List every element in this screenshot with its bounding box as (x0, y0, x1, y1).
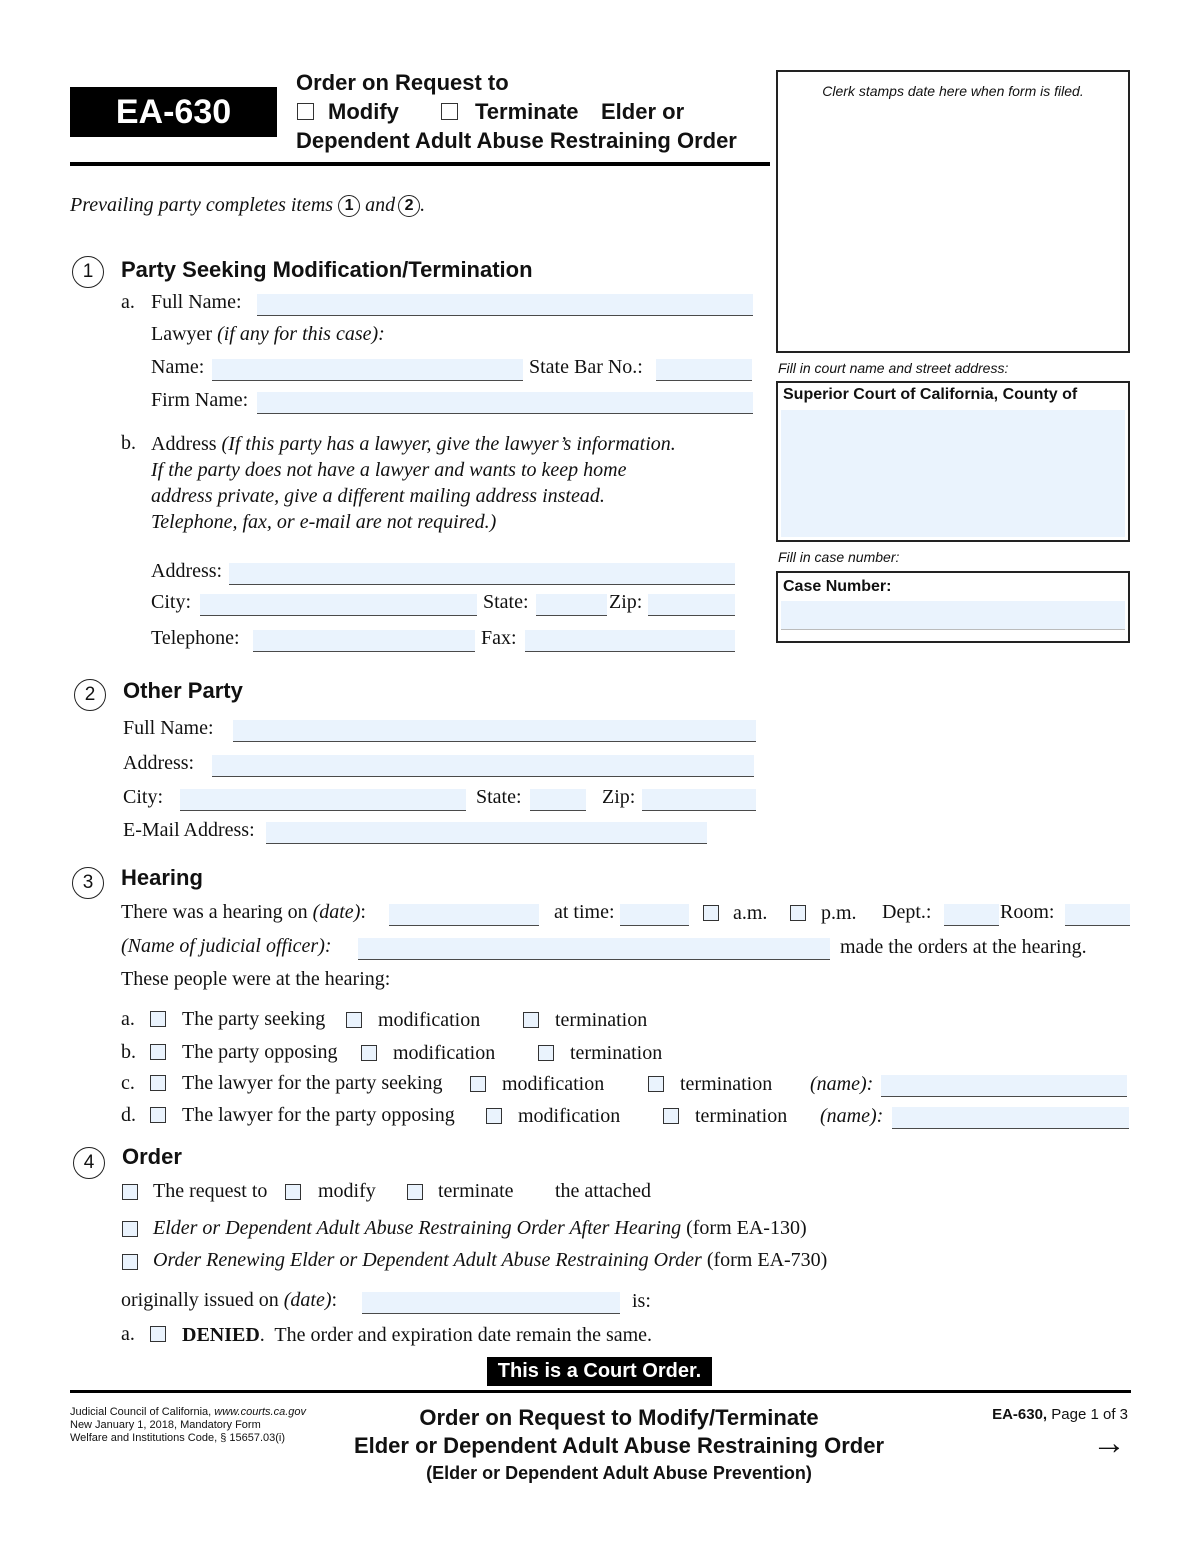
s4-date-hint: (date) (283, 1289, 332, 1311)
s3-officer-label: (Name of judicial officer): (121, 935, 332, 957)
s3-row-d-mod-label: modification (518, 1105, 621, 1127)
s3-row-c-mod-label: modification (502, 1073, 605, 1095)
case-number-box (776, 571, 1130, 643)
s3-officer-field[interactable] (358, 938, 830, 960)
s2-state-label: State: (476, 786, 522, 808)
s1-address-instructions (151, 431, 676, 535)
s3-row-a-checkbox[interactable] (150, 1011, 166, 1027)
s3-row-d-name-field[interactable] (892, 1107, 1129, 1129)
s4-opt1-checkbox[interactable] (122, 1221, 138, 1237)
s3-row-d-mod-checkbox[interactable] (486, 1108, 502, 1124)
s1-telephone-field[interactable] (253, 630, 475, 652)
s1-address-label: Address: (151, 560, 223, 582)
s3-am-label: a.m. (733, 902, 768, 924)
s4-issued-on-label (121, 1289, 337, 1312)
footer-left (70, 1406, 306, 1445)
title-modify-checkbox[interactable] (297, 103, 314, 120)
clerk-stamp-box (776, 70, 1130, 353)
s4-opt2-form: (form EA-730) (706, 1249, 828, 1271)
footer-website[interactable]: www.courts.ca.gov (214, 1406, 306, 1418)
s4-denied-word: DENIED (182, 1324, 260, 1346)
s1-full-name-field[interactable] (257, 294, 753, 316)
s3-row-d-term-checkbox[interactable] (663, 1108, 679, 1124)
s1-firm-name-field[interactable] (257, 392, 753, 414)
s3-row-a-term-checkbox[interactable] (523, 1012, 539, 1028)
intro-period: . (420, 194, 426, 216)
next-page-arrow-icon[interactable]: → (1092, 1424, 1126, 1462)
s3-row-c-mod-checkbox[interactable] (470, 1076, 486, 1092)
s1-lawyer-hint: (if any for this case): (217, 323, 385, 345)
s1-state-field[interactable] (536, 594, 607, 616)
s4-request-checkbox[interactable] (122, 1184, 138, 1200)
title-line-2-tail: Elder or (601, 99, 685, 124)
s3-hearing-on-label (121, 901, 366, 924)
s2-address-label: Address: (123, 752, 195, 774)
s4-denied-text: . The order and expiration date remain the same. (259, 1324, 653, 1346)
title-line-2 (296, 97, 737, 126)
s3-row-a-mod-checkbox[interactable] (346, 1012, 362, 1028)
s4-opt1-title: Elder or Dependent Adult Abuse Restraining Order After Hearing (153, 1217, 682, 1239)
footer-code: Welfare and Institutions Code, § 15657.03(i) (70, 1432, 286, 1444)
section-2-number: 2 (74, 679, 106, 711)
s2-city-label: City: (123, 786, 164, 808)
s1-lawyer-word: Lawyer (151, 323, 213, 345)
footer-form-ref: EA-630, (992, 1406, 1048, 1423)
court-order-text: This is a Court Order. (497, 1360, 702, 1382)
s4-opt2-checkbox[interactable] (122, 1254, 138, 1270)
footer-page-number: Page 1 of 3 (1051, 1406, 1128, 1423)
s2-zip-label: Zip: (602, 786, 636, 808)
s3-at-time-label: at time: (554, 901, 615, 923)
section-3-number: 3 (72, 867, 104, 899)
s4-issued-on-text: originally issued on (121, 1289, 279, 1311)
court-name-box (776, 381, 1130, 542)
s4-modify-label: modify (318, 1180, 376, 1202)
court-order-banner (487, 1357, 712, 1386)
footer-title-2: Elder or Dependent Adult Abuse Restraining Order (353, 1433, 885, 1458)
s1-addr-hint-3: address private, give a different mailing address instead. (151, 485, 605, 507)
court-name-label: Superior Court of California, County of (783, 386, 1078, 403)
s1-state-bar-label: State Bar No.: (529, 356, 643, 378)
s1-telephone-label: Telephone: (151, 627, 240, 649)
clerk-stamp-label: Clerk stamps date here when form is filed. (822, 83, 1084, 99)
s4-opt2-title: Order Renewing Elder or Dependent Adult Abuse Restraining Order (153, 1249, 702, 1271)
footer-title-3: (Elder or Dependent Adult Abuse Prevention) (426, 1463, 812, 1483)
section-2-title: Other Party (123, 678, 243, 703)
footer-title-1: Order on Request to Modify/Terminate (419, 1405, 819, 1430)
s4-issued-date-field[interactable] (362, 1292, 620, 1314)
s3-hearing-date-field[interactable] (389, 904, 539, 926)
s3-made-orders: made the orders at the hearing. (840, 936, 1087, 958)
s3-time-field[interactable] (620, 904, 689, 926)
s4-modify-checkbox[interactable] (285, 1184, 301, 1200)
s3-row-c-term-label: termination (680, 1073, 773, 1095)
s1-a-letter: a. (121, 291, 135, 313)
s3-row-c-checkbox[interactable] (150, 1075, 166, 1091)
s4-request-to-label: The request to (153, 1180, 268, 1202)
intro-item-2: 2 (398, 195, 420, 217)
court-box-caption: Fill in court name and street address: (778, 360, 1009, 376)
s3-row-a-term-label: termination (555, 1009, 648, 1031)
section-4-number: 4 (73, 1147, 105, 1179)
s4-a-letter: a. (121, 1323, 135, 1345)
title-line-1: Order on Request to (296, 70, 509, 95)
footer-page-info (960, 1406, 1128, 1423)
case-number-field[interactable] (781, 601, 1125, 630)
title-terminate-checkbox[interactable] (441, 103, 458, 120)
s3-row-c-term-checkbox[interactable] (648, 1076, 664, 1092)
s3-row-d-text: The lawyer for the party opposing (182, 1104, 455, 1126)
s1-address-word: Address (151, 433, 217, 455)
footer-rule (70, 1390, 1131, 1393)
s3-row-b-letter: b. (121, 1041, 136, 1063)
intro-and: and (365, 194, 396, 216)
s3-dept-field[interactable] (944, 904, 999, 926)
s1-address-field[interactable] (229, 563, 735, 585)
s3-row-d-name-label: (name): (820, 1105, 884, 1127)
s1-city-label: City: (151, 591, 192, 613)
s1-addr-hint-4: Telephone, fax, or e-mail are not required.) (151, 511, 497, 533)
case-box-caption: Fill in case number: (778, 549, 900, 565)
intro-item-1: 1 (338, 195, 360, 217)
s3-row-d-term-label: termination (695, 1105, 788, 1127)
title-line-3: Dependent Adult Abuse Restraining Order (296, 128, 737, 153)
section-4-title: Order (122, 1144, 182, 1169)
s3-pm-checkbox[interactable] (790, 905, 806, 921)
s3-row-b-term-checkbox[interactable] (538, 1045, 554, 1061)
s4-opt1-form: (form EA-130) (686, 1217, 807, 1239)
s3-row-a-mod-label: modification (378, 1009, 481, 1031)
section-1-number: 1 (72, 256, 104, 288)
title-modify-label: Modify (328, 99, 399, 124)
s2-full-name-field[interactable] (233, 720, 756, 742)
intro-prefix: Prevailing party completes items (70, 194, 334, 216)
s4-terminate-checkbox[interactable] (407, 1184, 423, 1200)
court-name-field[interactable] (781, 410, 1125, 537)
s1-name-label: Name: (151, 356, 205, 378)
s4-attached-label: the attached (555, 1180, 652, 1202)
section-3-title: Hearing (121, 865, 203, 890)
s3-row-d-checkbox[interactable] (150, 1107, 166, 1123)
s1-city-field[interactable] (200, 594, 477, 616)
s3-row-b-term-label: termination (570, 1042, 663, 1064)
s3-pm-label: p.m. (821, 902, 857, 924)
s1-state-label: State: (483, 591, 529, 613)
s3-row-d-letter: d. (121, 1104, 136, 1126)
title-terminate-label: Terminate (475, 99, 579, 124)
footer-new-date: New January 1, 2018, Mandatory Form (70, 1419, 261, 1431)
s1-b-letter: b. (121, 432, 136, 454)
intro-line (70, 194, 425, 217)
s4-denied-line (182, 1324, 652, 1347)
s3-row-c-name-field[interactable] (881, 1075, 1127, 1097)
s2-zip-field[interactable] (642, 789, 756, 811)
s1-lawyer-label (151, 323, 385, 346)
s2-full-name-label: Full Name: (123, 717, 214, 739)
footer-council: Judicial Council of California, (70, 1406, 212, 1418)
s1-fax-field[interactable] (525, 630, 735, 652)
s3-row-c-letter: c. (121, 1072, 135, 1094)
s3-row-b-mod-label: modification (393, 1042, 496, 1064)
s1-lawyer-name-field[interactable] (212, 359, 523, 381)
s3-row-a-text: The party seeking (182, 1008, 326, 1030)
footer-title (300, 1404, 938, 1486)
s3-row-b-mod-checkbox[interactable] (361, 1045, 377, 1061)
s3-row-b-text: The party opposing (182, 1041, 338, 1063)
s1-full-name-label: Full Name: (151, 291, 242, 313)
s1-zip-field[interactable] (648, 594, 735, 616)
s3-hearing-on-text: There was a hearing on (121, 901, 308, 923)
s1-addr-hint-2: If the party does not have a lawyer and wants to keep home (151, 459, 627, 481)
s4-is-label: is: (632, 1290, 651, 1312)
s4-denied-checkbox[interactable] (150, 1326, 166, 1342)
form-title (296, 68, 737, 155)
s1-state-bar-field[interactable] (656, 359, 752, 381)
section-1-title: Party Seeking Modification/Termination (121, 257, 533, 282)
s4-date-colon: : (331, 1289, 338, 1311)
s3-row-a-letter: a. (121, 1008, 135, 1030)
s2-state-field[interactable] (530, 789, 586, 811)
form-id: EA-630 (115, 93, 232, 131)
s3-people-label: These people were at the hearing: (121, 968, 391, 990)
s1-addr-hint-1: (If this party has a lawyer, give the lawyer’s information. (221, 433, 676, 455)
s3-room-label: Room: (1000, 901, 1055, 923)
s3-room-field[interactable] (1065, 904, 1130, 926)
s4-opt1-label (153, 1217, 807, 1240)
case-number-label: Case Number: (783, 578, 892, 595)
s3-dept-label: Dept.: (882, 901, 932, 923)
s3-row-c-text: The lawyer for the party seeking (182, 1072, 443, 1094)
s2-address-field[interactable] (212, 755, 754, 777)
s3-row-b-checkbox[interactable] (150, 1044, 166, 1060)
form-id-badge (70, 87, 277, 137)
s3-date-hint: (date) (312, 901, 361, 923)
s1-zip-label: Zip: (609, 591, 643, 613)
s1-firm-name-label: Firm Name: (151, 389, 249, 411)
s1-fax-label: Fax: (481, 627, 517, 649)
s2-city-field[interactable] (180, 789, 466, 811)
s2-email-field[interactable] (266, 822, 707, 844)
s3-date-colon: : (360, 901, 366, 923)
s2-email-label: E-Mail Address: (123, 819, 255, 841)
s3-row-c-name-label: (name): (810, 1073, 874, 1095)
s4-terminate-label: terminate (438, 1180, 514, 1202)
s4-opt2-label (153, 1249, 827, 1272)
s3-am-checkbox[interactable] (703, 905, 719, 921)
header-rule (70, 162, 770, 166)
